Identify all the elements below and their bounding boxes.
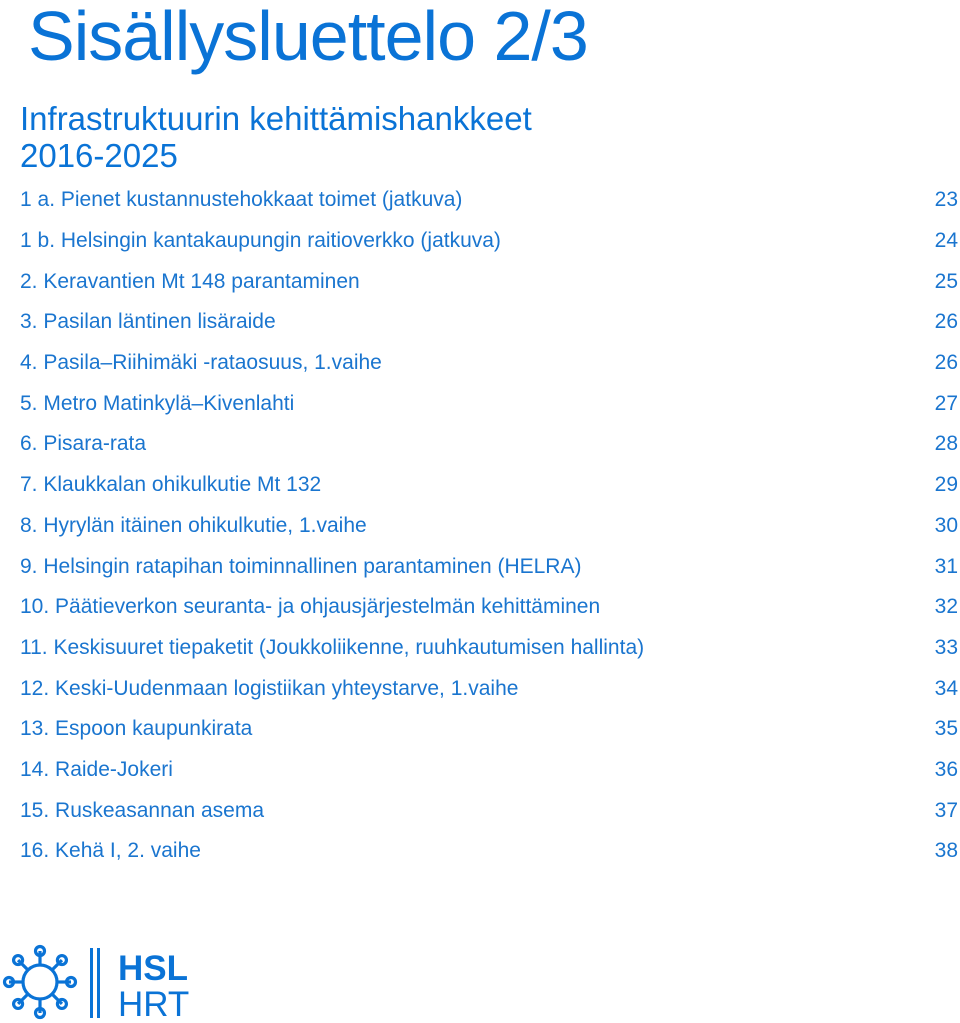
toc-entry[interactable] <box>20 506 958 547</box>
toc-entry[interactable] <box>20 383 958 424</box>
toc-entry-page-number: 29 <box>934 473 958 497</box>
toc-entry-label: 11. Keskisuuret tiepaketit (Joukkoliikenne, ruuhkautumisen hallinta) <box>20 635 645 659</box>
toc-entry[interactable] <box>20 587 958 628</box>
toc-entry-page-number: 35 <box>934 717 958 741</box>
toc-entry[interactable] <box>20 668 958 709</box>
logo-divider <box>90 948 93 1018</box>
toc-entry-label: 12. Keski-Uudenmaan logistiikan yhteystarve, 1.vaihe <box>20 676 519 700</box>
toc-entry-page-number: 23 <box>934 188 958 212</box>
subtitle-line-1: Infrastruktuurin kehittämishankkeet <box>20 100 532 137</box>
logo-divider <box>97 948 100 1018</box>
toc-entry[interactable] <box>20 546 958 587</box>
section-subtitle <box>20 100 720 174</box>
toc-entry-page-number: 32 <box>934 595 958 619</box>
toc-entry[interactable] <box>20 709 958 750</box>
toc-entry[interactable] <box>20 790 958 831</box>
logo-text-hsl: HSL <box>118 949 188 988</box>
toc-entry-page-number: 37 <box>934 798 958 822</box>
toc-entry-label: 3. Pasilan läntinen lisäraide <box>20 310 276 334</box>
toc-entry[interactable] <box>20 221 958 262</box>
toc-entry[interactable] <box>20 628 958 669</box>
toc-entry-label: 10. Päätieverkon seuranta- ja ohjausjärjestelmän kehittäminen <box>20 595 601 619</box>
toc-entry-page-number: 34 <box>934 676 958 700</box>
hsl-emblem-icon <box>5 947 76 1018</box>
toc-entry-page-number: 36 <box>934 757 958 781</box>
toc-entry-page-number: 24 <box>934 229 958 253</box>
subtitle-line-2: 2016-2025 <box>20 137 178 174</box>
toc-entry-page-number: 33 <box>934 635 958 659</box>
hsl-hrt-logo <box>0 940 200 1023</box>
toc-entry-page-number: 28 <box>934 432 958 456</box>
toc-entry-label: 14. Raide-Jokeri <box>20 757 173 781</box>
toc-entry-label: 1 b. Helsingin kantakaupungin raitioverkko (jatkuva) <box>20 229 501 253</box>
page-title: Sisällysluettelo 2/3 <box>28 0 588 75</box>
toc-entry-label: 9. Helsingin ratapihan toiminnallinen parantaminen (HELRA) <box>20 554 582 578</box>
toc-entry-page-number: 31 <box>934 554 958 578</box>
toc-entry-label: 15. Ruskeasannan asema <box>20 798 264 822</box>
toc-entry-label: 2. Keravantien Mt 148 parantaminen <box>20 269 360 293</box>
toc-entry[interactable] <box>20 302 958 343</box>
toc-entry-page-number: 26 <box>934 351 958 375</box>
toc-entry-label: 6. Pisara-rata <box>20 432 147 456</box>
logo-text-hrt: HRT <box>118 985 190 1023</box>
toc-entry-page-number: 38 <box>934 839 958 863</box>
toc-entry-label: 7. Klaukkalan ohikulkutie Mt 132 <box>20 473 322 497</box>
toc-entry-label: 5. Metro Matinkylä–Kivenlahti <box>20 391 295 415</box>
toc-entry-page-number: 30 <box>934 513 958 537</box>
toc-entry[interactable] <box>20 180 958 221</box>
toc-entry[interactable] <box>20 343 958 384</box>
toc-entry-page-number: 25 <box>934 269 958 293</box>
toc-entry-label: 16. Kehä I, 2. vaihe <box>20 839 201 863</box>
toc-entry-label: 8. Hyrylän itäinen ohikulkutie, 1.vaihe <box>20 513 367 537</box>
toc-entry-label: 1 a. Pienet kustannustehokkaat toimet (jatkuva) <box>20 188 463 212</box>
toc-entry[interactable] <box>20 465 958 506</box>
toc-entry-label: 4. Pasila–Riihimäki -rataosuus, 1.vaihe <box>20 351 382 375</box>
toc-entry[interactable] <box>20 831 958 872</box>
table-of-contents <box>20 180 958 872</box>
toc-entry[interactable] <box>20 261 958 302</box>
toc-entry[interactable] <box>20 750 958 791</box>
toc-entry-page-number: 26 <box>934 310 958 334</box>
toc-entry-label: 13. Espoon kaupunkirata <box>20 717 253 741</box>
toc-entry-page-number: 27 <box>934 391 958 415</box>
toc-entry[interactable] <box>20 424 958 465</box>
